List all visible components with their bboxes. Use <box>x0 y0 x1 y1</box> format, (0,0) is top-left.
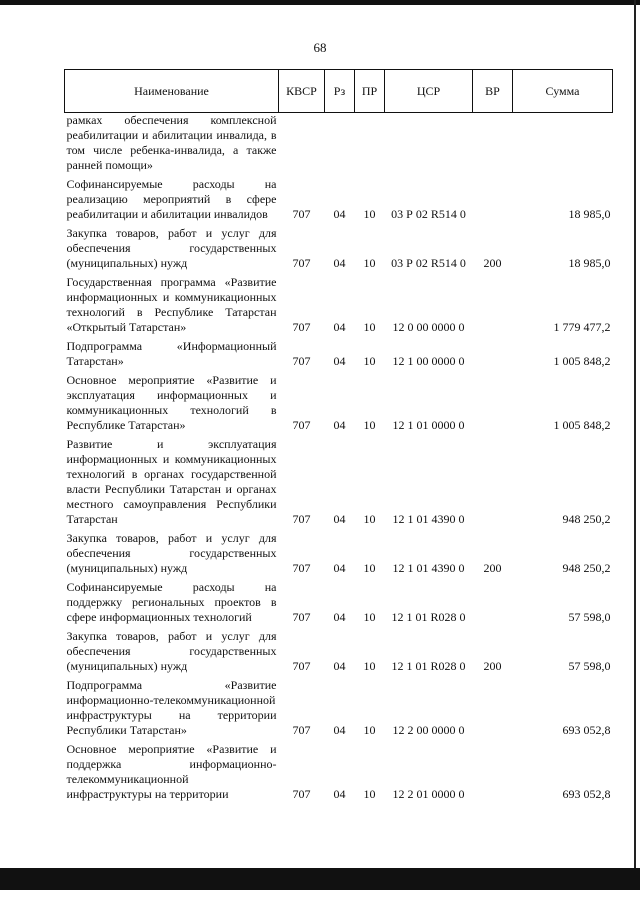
cell-vr: 200 <box>483 256 502 270</box>
table-row <box>65 433 613 527</box>
header-sum: Сумма <box>513 70 613 113</box>
table-row <box>65 222 613 271</box>
cell-kvsr: 707 <box>292 723 311 737</box>
cell-name: Закупка товаров, работ и услуг для обеспечения государственных (муниципальных) нужд <box>66 629 277 673</box>
header-name: Наименование <box>65 70 279 113</box>
cell-pr: 10 <box>363 418 376 432</box>
cell-sum: 18 985,0 <box>568 256 611 270</box>
cell-csr: 12 1 01 4390 0 <box>392 512 465 526</box>
cell-csr: 12 1 01 0000 0 <box>392 418 465 432</box>
cell-vr <box>473 576 513 625</box>
cell-rz: 04 <box>333 723 346 737</box>
cell-rz: 04 <box>333 561 346 575</box>
cell-vr <box>473 674 513 738</box>
cell-pr: 10 <box>363 512 376 526</box>
cell-name: Софинансируемые расходы на реализацию мероприятий в сфере реабилитации и абилитации инвалидов <box>66 177 277 221</box>
cell-kvsr: 707 <box>292 207 311 221</box>
cell-rz <box>325 113 355 174</box>
cell-name: Подпрограмма «Информационный Татарстан» <box>66 339 277 368</box>
cell-sum: 948 250,2 <box>562 561 611 575</box>
cell-rz: 04 <box>333 320 346 334</box>
header-csr: ЦСР <box>385 70 473 113</box>
cell-rz: 04 <box>333 256 346 270</box>
cell-name: Подпрограмма «Развитие информационно-телекоммуникационной инфраструктуры на территории Республики Татарстан» <box>66 678 277 737</box>
cell-pr: 10 <box>363 610 376 624</box>
page-number: 68 <box>313 40 327 55</box>
cell-csr: 03 Р 02 R514 0 <box>391 207 466 221</box>
cell-sum: 57 598,0 <box>568 610 611 624</box>
table-row <box>65 576 613 625</box>
cell-rz: 04 <box>333 512 346 526</box>
cell-rz: 04 <box>333 354 346 368</box>
cell-name: Основное мероприятие «Развитие и эксплуатация информационных и коммуникационных технологий в Республике Татарстан» <box>66 373 277 432</box>
cell-name: Государственная программа «Развитие информационных и коммуникационных технологий в Республике Татарстан «Открытый Татарстан» <box>66 275 277 334</box>
table-row <box>65 271 613 335</box>
table-header-row <box>65 70 613 113</box>
cell-vr <box>473 738 513 802</box>
cell-rz: 04 <box>333 418 346 432</box>
table-row <box>65 173 613 222</box>
cell-sum: 1 779 477,2 <box>553 320 611 334</box>
cell-kvsr: 707 <box>292 320 311 334</box>
cell-pr: 10 <box>363 320 376 334</box>
cell-csr: 03 Р 02 R514 0 <box>391 256 466 270</box>
cell-vr: 200 <box>483 659 502 673</box>
cell-pr: 10 <box>363 354 376 368</box>
table-row <box>65 738 613 802</box>
cell-vr <box>473 271 513 335</box>
cell-sum: 1 005 848,2 <box>553 354 611 368</box>
scan-right-edge <box>634 0 636 890</box>
cell-kvsr: 707 <box>292 256 311 270</box>
table-row <box>65 625 613 674</box>
cell-vr <box>473 173 513 222</box>
cell-pr: 10 <box>363 723 376 737</box>
cell-csr: 12 1 00 0000 0 <box>392 354 465 368</box>
scan-top-edge <box>0 0 640 5</box>
cell-pr: 10 <box>363 561 376 575</box>
cell-csr: 12 0 00 0000 0 <box>392 320 465 334</box>
cell-kvsr: 707 <box>292 610 311 624</box>
cell-pr <box>355 113 385 174</box>
cell-vr <box>473 433 513 527</box>
scan-bottom-edge <box>0 868 640 890</box>
header-vr: ВР <box>473 70 513 113</box>
table-row <box>65 527 613 576</box>
cell-kvsr: 707 <box>292 787 311 801</box>
cell-name: рамках обеспечения комплексной реабилитации и абилитации инвалида, в том числе ребенка-инвалида, а также ранней помощи» <box>66 113 277 172</box>
cell-kvsr: 707 <box>292 561 311 575</box>
cell-kvsr: 707 <box>292 512 311 526</box>
cell-kvsr: 707 <box>292 659 311 673</box>
header-kvsr: КВСР <box>279 70 325 113</box>
cell-vr <box>473 113 513 174</box>
cell-pr: 10 <box>363 659 376 673</box>
table-row <box>65 113 613 174</box>
cell-name: Закупка товаров, работ и услуг для обеспечения государственных (муниципальных) нужд <box>66 226 277 270</box>
cell-vr: 200 <box>483 561 502 575</box>
cell-sum: 1 005 848,2 <box>553 418 611 432</box>
cell-vr <box>473 369 513 433</box>
cell-name: Развитие и эксплуатация информационных и коммуникационных технологий в органах государственной власти Республики Татарстан и органах местного самоуправления Республики Татарстан <box>66 437 277 526</box>
table-row <box>65 335 613 369</box>
cell-csr: 12 2 01 0000 0 <box>392 787 465 801</box>
cell-csr <box>385 113 473 174</box>
budget-table <box>64 69 613 802</box>
cell-name: Софинансируемые расходы на поддержку региональных проектов в сфере информационных технологий <box>66 580 277 624</box>
cell-pr: 10 <box>363 207 376 221</box>
cell-csr: 12 1 01 R028 0 <box>391 659 466 673</box>
cell-kvsr: 707 <box>292 354 311 368</box>
table-row <box>65 674 613 738</box>
cell-kvsr <box>279 113 325 174</box>
cell-sum: 693 052,8 <box>562 723 611 737</box>
cell-sum <box>513 113 613 174</box>
header-pr: ПР <box>355 70 385 113</box>
cell-rz: 04 <box>333 787 346 801</box>
cell-sum: 18 985,0 <box>568 207 611 221</box>
cell-name: Основное мероприятие «Развитие и поддержка информационно-телекоммуникационной инфраструктуры на территории <box>66 742 277 801</box>
table-row <box>65 369 613 433</box>
cell-pr: 10 <box>363 787 376 801</box>
cell-name: Закупка товаров, работ и услуг для обеспечения государственных (муниципальных) нужд <box>66 531 277 575</box>
cell-vr <box>473 335 513 369</box>
cell-csr: 12 2 00 0000 0 <box>392 723 465 737</box>
cell-kvsr: 707 <box>292 418 311 432</box>
cell-sum: 693 052,8 <box>562 787 611 801</box>
cell-rz: 04 <box>333 610 346 624</box>
cell-sum: 57 598,0 <box>568 659 611 673</box>
header-rz: Рз <box>325 70 355 113</box>
cell-rz: 04 <box>333 659 346 673</box>
cell-sum: 948 250,2 <box>562 512 611 526</box>
cell-pr: 10 <box>363 256 376 270</box>
cell-rz: 04 <box>333 207 346 221</box>
cell-csr: 12 1 01 R028 0 <box>391 610 466 624</box>
cell-csr: 12 1 01 4390 0 <box>392 561 465 575</box>
